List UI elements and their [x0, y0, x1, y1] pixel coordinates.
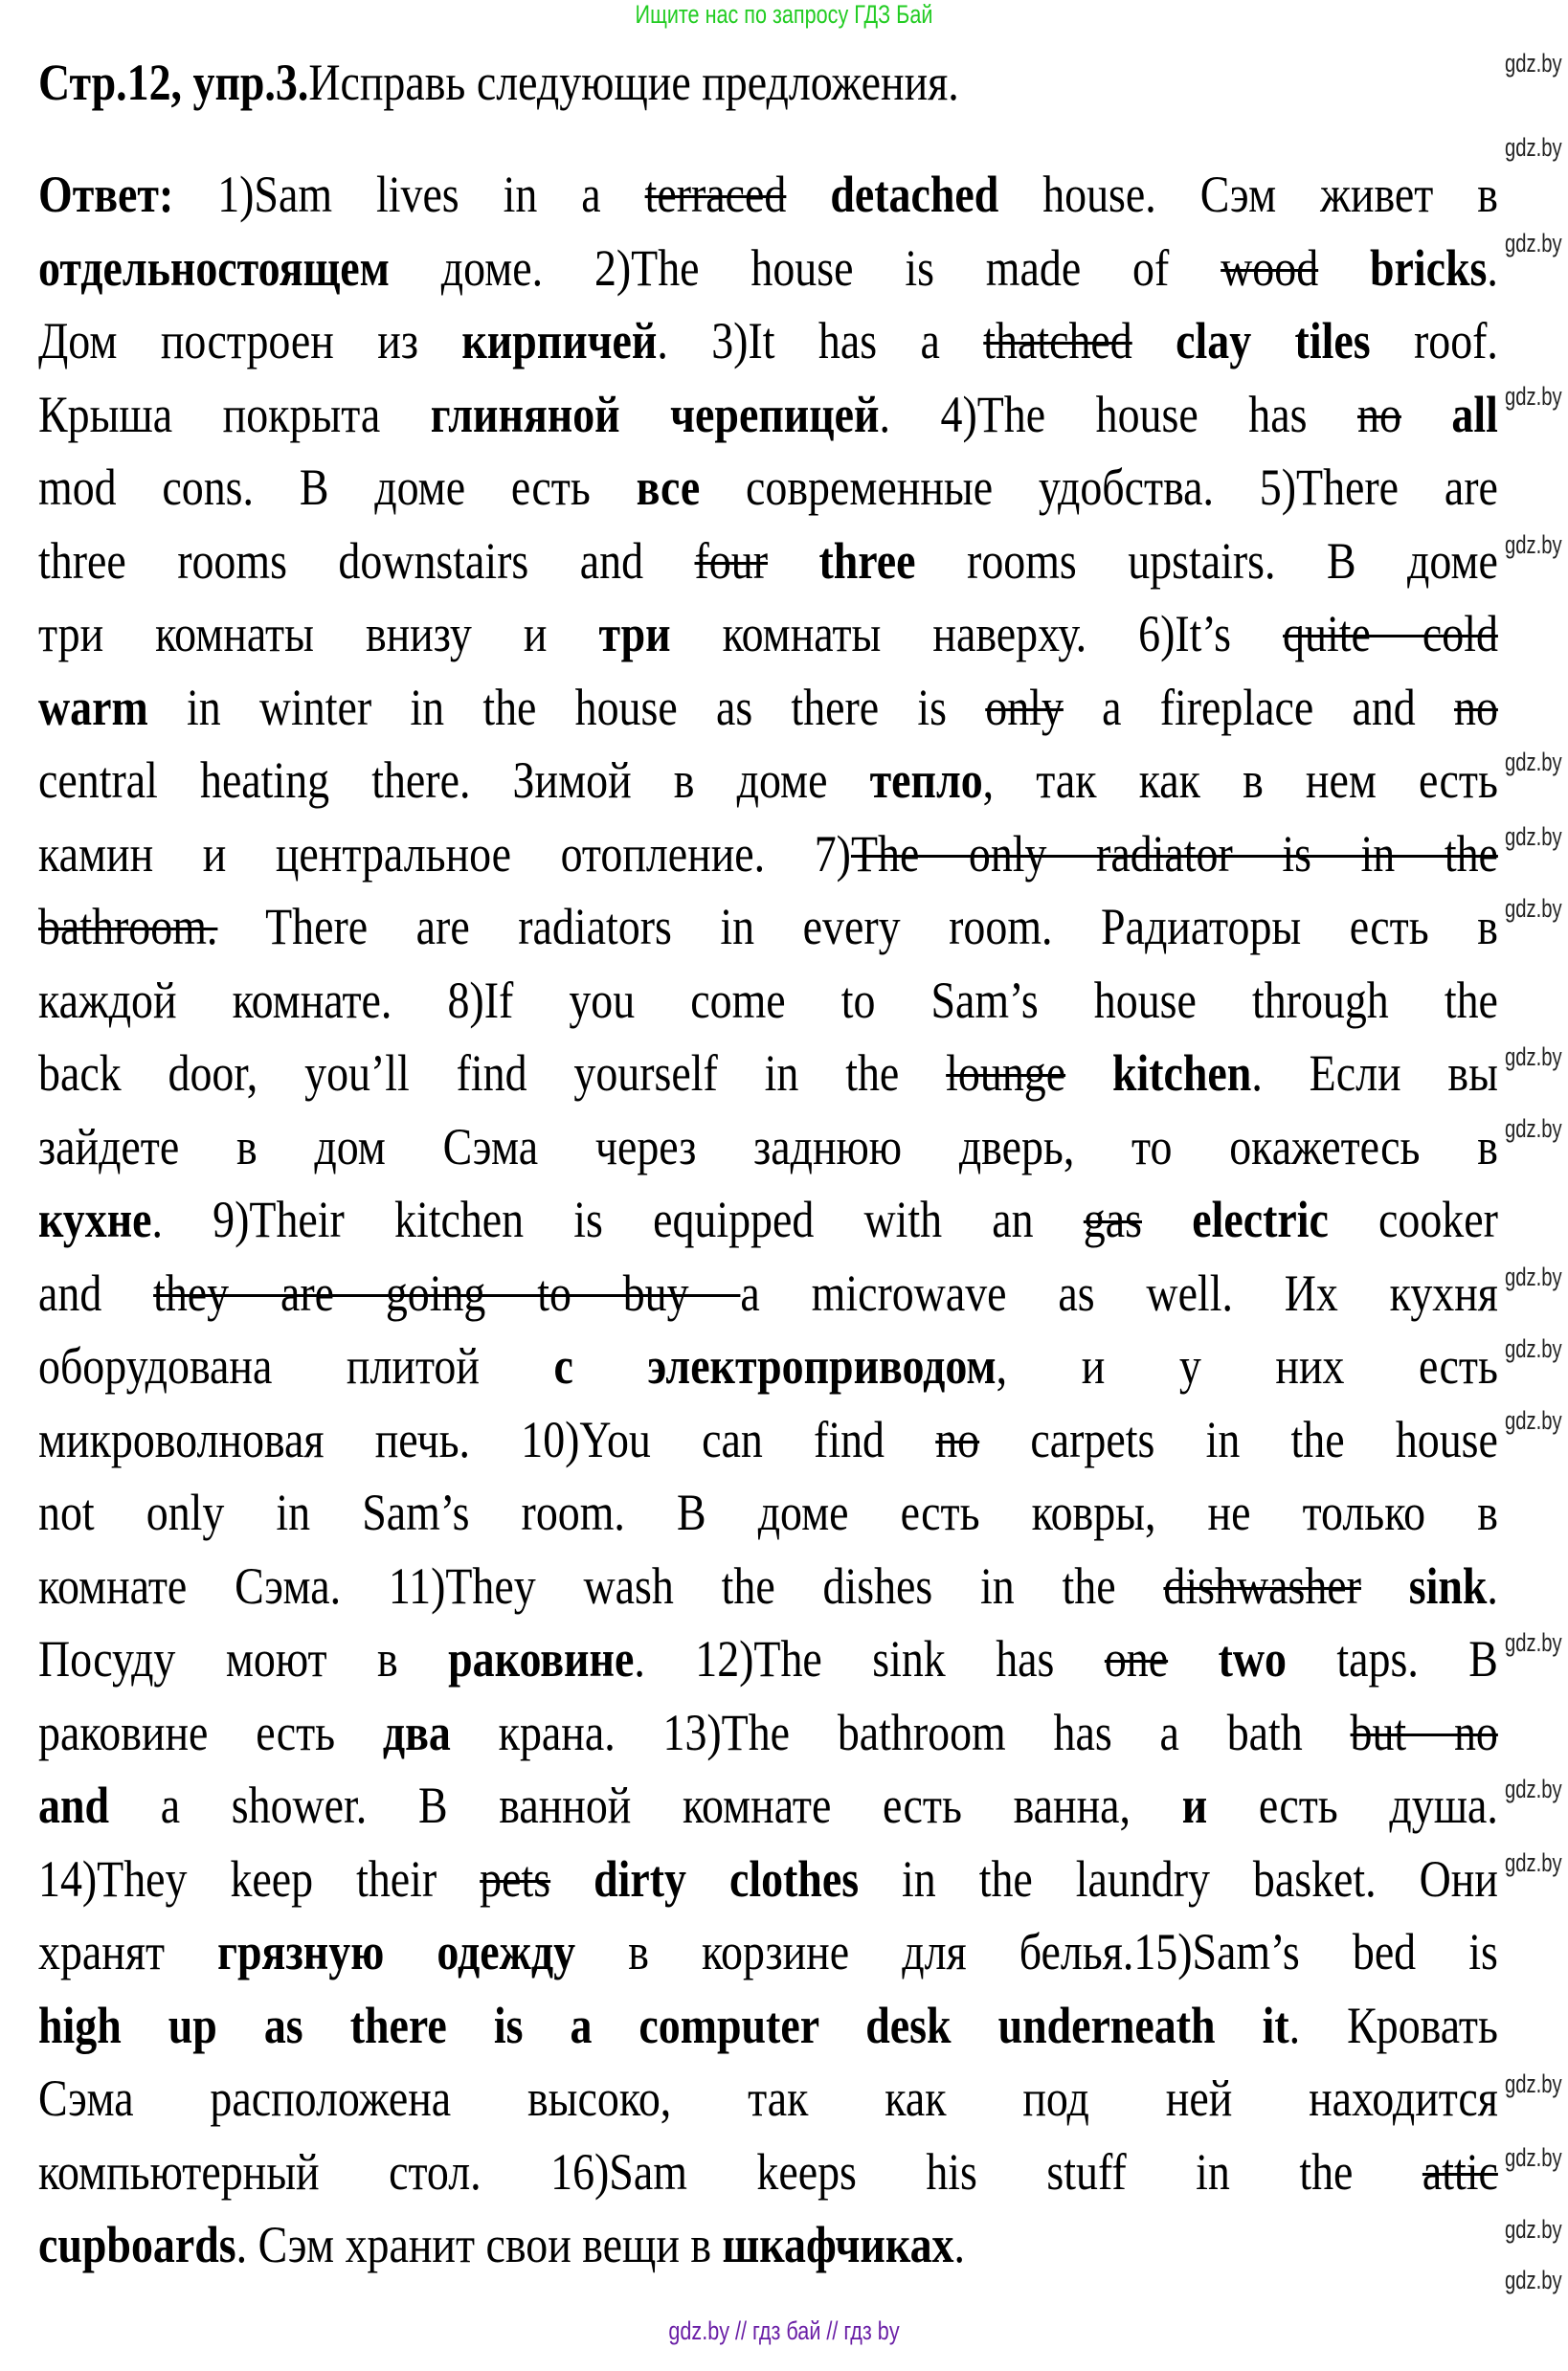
text-segment [1132, 312, 1176, 369]
text-segment: крана. 13)The bathroom has a bath [450, 1703, 1351, 1761]
corrected-text: с электроприводом [553, 1337, 997, 1395]
answer-line [38, 964, 1498, 1037]
struck-text: quite cold [1283, 605, 1498, 662]
text-segment: в корзине для белья.15)Sam’s bed is [575, 1923, 1498, 1980]
answer-line [38, 2062, 1498, 2135]
answer-line [38, 1696, 1498, 1769]
watermark: gdz.by [1505, 822, 1562, 851]
watermark: gdz.by [1505, 1334, 1562, 1363]
corrected-text: Стр.12, упр.3. [38, 54, 309, 111]
text-segment: . [1487, 1556, 1498, 1615]
answer-line [38, 1843, 1498, 1915]
text-segment: . Кровать [1288, 1996, 1498, 2054]
answer-line [38, 817, 1498, 890]
struck-text: four [694, 531, 768, 590]
text-segment: carpets in the house [979, 1410, 1498, 1468]
text-segment [1361, 1557, 1409, 1615]
text-segment: три комнаты внизу и [38, 605, 599, 662]
text-segment: доме. 2)The house is made of [389, 238, 1221, 297]
corrected-text: electric [1192, 1191, 1329, 1248]
corrected-text: два [382, 1703, 451, 1761]
answer-line [38, 1403, 1498, 1476]
watermark: gdz.by [1505, 1263, 1562, 1291]
text-segment: каждой комнате. 8)If you come to Sam’s house through the [38, 971, 1498, 1029]
text-segment: a fireplace and [1063, 678, 1454, 736]
text-segment: , и у них есть [996, 1337, 1498, 1395]
text-segment: . 9)Their kitchen is equipped with an [151, 1191, 1084, 1248]
answer-line [38, 890, 1498, 963]
struck-text: The only radiator is in the [850, 824, 1498, 883]
answer-line [38, 1183, 1498, 1256]
text-segment [1318, 239, 1370, 297]
text-segment [1168, 1630, 1218, 1688]
text-segment: микроволновая печь. 10)You can find [38, 1410, 936, 1468]
text-segment: not only in Sam’s room. В доме есть ковры, не только в [38, 1484, 1498, 1541]
struck-text: only [985, 678, 1064, 736]
answer-line [38, 1915, 1498, 1988]
corrected-text: отдельностоящем [38, 238, 390, 297]
text-segment: central heating there. Зимой в доме [38, 751, 870, 809]
text-segment: , так как в нем есть [982, 751, 1498, 809]
text-segment: оборудована плитой [38, 1337, 554, 1395]
watermark: gdz.by [1505, 229, 1562, 257]
text-segment: современные удобства. 5)There are [700, 459, 1498, 516]
text-segment: back door, you’ll find yourself in the [38, 1044, 947, 1102]
text-segment: Сэма расположена высоко, так как под ней находится [38, 2069, 1498, 2127]
corrected-text: dirty clothes [594, 1849, 860, 1908]
answer-line [38, 597, 1498, 670]
search-hint-banner: Ищите нас по запросу ГДЗ Бай [635, 0, 933, 29]
text-segment: three rooms downstairs and [38, 531, 695, 590]
answer-line [38, 451, 1498, 524]
text-segment: . Если вы [1251, 1044, 1498, 1102]
corrected-text: грязную одежду [217, 1923, 576, 1980]
struck-text: lounge [946, 1044, 1066, 1102]
text-segment: зайдете в дом Сэма через заднюю дверь, то окажетесь в [38, 1117, 1498, 1175]
footer-links[interactable]: gdz.by // гдз бай // гдз by [668, 2316, 900, 2345]
struck-text: terraced [644, 166, 787, 223]
exercise-title [38, 46, 1498, 119]
corrected-text: three [818, 531, 916, 590]
corrected-text: все [636, 459, 701, 516]
watermark: gdz.by [1505, 2069, 1562, 2098]
answer-line [38, 1550, 1498, 1622]
watermark: gdz.by [1505, 2215, 1562, 2244]
struck-text: bathroom. [38, 898, 218, 955]
text-segment: хранят [38, 1923, 218, 1980]
struck-text: attic [1422, 2142, 1498, 2201]
text-segment: компьютерный стол. 16)Sam keeps his stuff in the [38, 2142, 1422, 2201]
corrected-text: три [598, 605, 671, 662]
watermark: gdz.by [1505, 1042, 1562, 1071]
text-segment: . Сэм хранит свои вещи в [235, 2216, 723, 2273]
corrected-text: two [1218, 1630, 1287, 1688]
text-segment: cooker [1328, 1191, 1498, 1248]
watermark: gdz.by [1505, 2266, 1562, 2294]
text-segment: in winter in the house as there is [147, 678, 986, 736]
text-segment: комнате Сэма. 11)They wash the dishes in the [38, 1556, 1164, 1615]
answer-line [38, 744, 1498, 816]
watermark: gdz.by [1505, 2143, 1562, 2172]
struck-text: they are going to buy [153, 1264, 741, 1322]
text-segment: There are radiators in every room. Радиаторы есть в [217, 898, 1498, 955]
text-segment: in the laundry basket. Они [859, 1849, 1498, 1908]
corrected-text: кирпичей [461, 312, 658, 369]
answer-line [38, 671, 1498, 744]
watermark: gdz.by [1505, 49, 1562, 78]
watermark: gdz.by [1505, 1406, 1562, 1435]
corrected-text: warm [38, 678, 148, 736]
watermark: gdz.by [1505, 748, 1562, 776]
watermark: gdz.by [1505, 894, 1562, 923]
answer-line [38, 2208, 1498, 2281]
watermark: gdz.by [1505, 1848, 1562, 1877]
struck-text: no [935, 1410, 980, 1468]
answer-line [38, 1769, 1498, 1842]
answer-line [38, 378, 1498, 451]
text-segment: камин и центральное отопление. 7) [38, 824, 851, 883]
struck-text: dishwasher [1163, 1556, 1361, 1615]
corrected-text: detached [830, 166, 999, 223]
corrected-text: тепло [869, 751, 983, 809]
text-segment: раковине есть [38, 1703, 383, 1761]
answer-line [38, 1989, 1498, 2062]
text-segment: taps. В [1286, 1630, 1498, 1688]
answer-line [38, 2136, 1498, 2208]
text-segment: . [1487, 238, 1498, 297]
watermark: gdz.by [1505, 530, 1562, 559]
corrected-text: cupboards [38, 2216, 236, 2273]
text-segment: есть душа. [1207, 1777, 1498, 1834]
answer-line [38, 1622, 1498, 1695]
text-segment: 1)Sam lives in a [217, 166, 645, 223]
struck-text: no [1454, 678, 1498, 736]
struck-text: pets [480, 1849, 551, 1908]
corrected-text: clay tiles [1176, 312, 1371, 369]
text-segment: . 4)The house has [879, 385, 1357, 443]
watermark: gdz.by [1505, 1628, 1562, 1657]
answer-line [38, 1257, 1498, 1330]
text-segment: house. Сэм живет в [998, 166, 1498, 223]
corrected-text: high up as there is a computer desk underneath it [38, 1996, 1289, 2054]
text-segment: mod cons. В доме есть [38, 459, 637, 516]
text-segment [786, 166, 830, 223]
answer-line [38, 1037, 1498, 1109]
struck-text: gas [1083, 1191, 1142, 1248]
corrected-text: all [1451, 385, 1498, 443]
text-segment [550, 1850, 594, 1908]
answer-line [38, 232, 1498, 304]
struck-text: wood [1221, 238, 1319, 297]
corrected-text: and [38, 1777, 110, 1834]
corrected-text: кухне [38, 1191, 152, 1248]
text-segment: Дом построен из [38, 312, 462, 369]
text-segment [768, 532, 818, 590]
text-segment: a shower. В ванной комнате есть ванна, [109, 1777, 1182, 1834]
text-segment [1065, 1044, 1112, 1102]
text-segment [1401, 386, 1452, 443]
struck-text: thatched [983, 312, 1132, 369]
text-segment: Исправь следующие предложения. [308, 54, 959, 111]
text-segment [1142, 1191, 1192, 1248]
corrected-text: шкафчиках [722, 2216, 954, 2273]
answer-line [38, 1330, 1498, 1402]
watermark: gdz.by [1505, 382, 1562, 411]
text-segment: Крыша покрыта [38, 385, 431, 443]
struck-text: no [1356, 385, 1401, 443]
text-segment: and [38, 1264, 154, 1322]
text-segment: roof. [1370, 312, 1498, 369]
struck-text: but no [1350, 1703, 1498, 1761]
text-segment: Посуду моют в [38, 1630, 449, 1688]
answer-line [38, 525, 1498, 597]
corrected-text: sink [1408, 1556, 1488, 1615]
text-segment: . [953, 2216, 965, 2273]
corrected-text: и [1181, 1777, 1208, 1834]
text-segment: 14)They keep their [38, 1849, 481, 1908]
struck-text: one [1104, 1630, 1169, 1688]
text-segment: . 12)The sink has [634, 1630, 1105, 1688]
corrected-text: раковине [448, 1630, 635, 1688]
watermark: gdz.by [1505, 133, 1562, 162]
answer-line [38, 1476, 1498, 1549]
corrected-text: глиняной черепицей [430, 385, 880, 443]
text-segment: rooms upstairs. В доме [915, 531, 1498, 590]
text-segment: комнаты наверху. 6)It’s [670, 605, 1284, 662]
text-segment: . 3)It has a [657, 312, 984, 369]
answer-line [38, 1110, 1498, 1183]
corrected-text: Ответ: [38, 166, 218, 223]
answer-line [38, 304, 1498, 377]
answer-line [38, 158, 1498, 231]
corrected-text: kitchen [1111, 1044, 1252, 1102]
corrected-text: bricks [1369, 238, 1488, 297]
watermark: gdz.by [1505, 1775, 1562, 1803]
text-segment: a microwave as well. Их кухня [740, 1264, 1498, 1322]
watermark: gdz.by [1505, 1114, 1562, 1143]
